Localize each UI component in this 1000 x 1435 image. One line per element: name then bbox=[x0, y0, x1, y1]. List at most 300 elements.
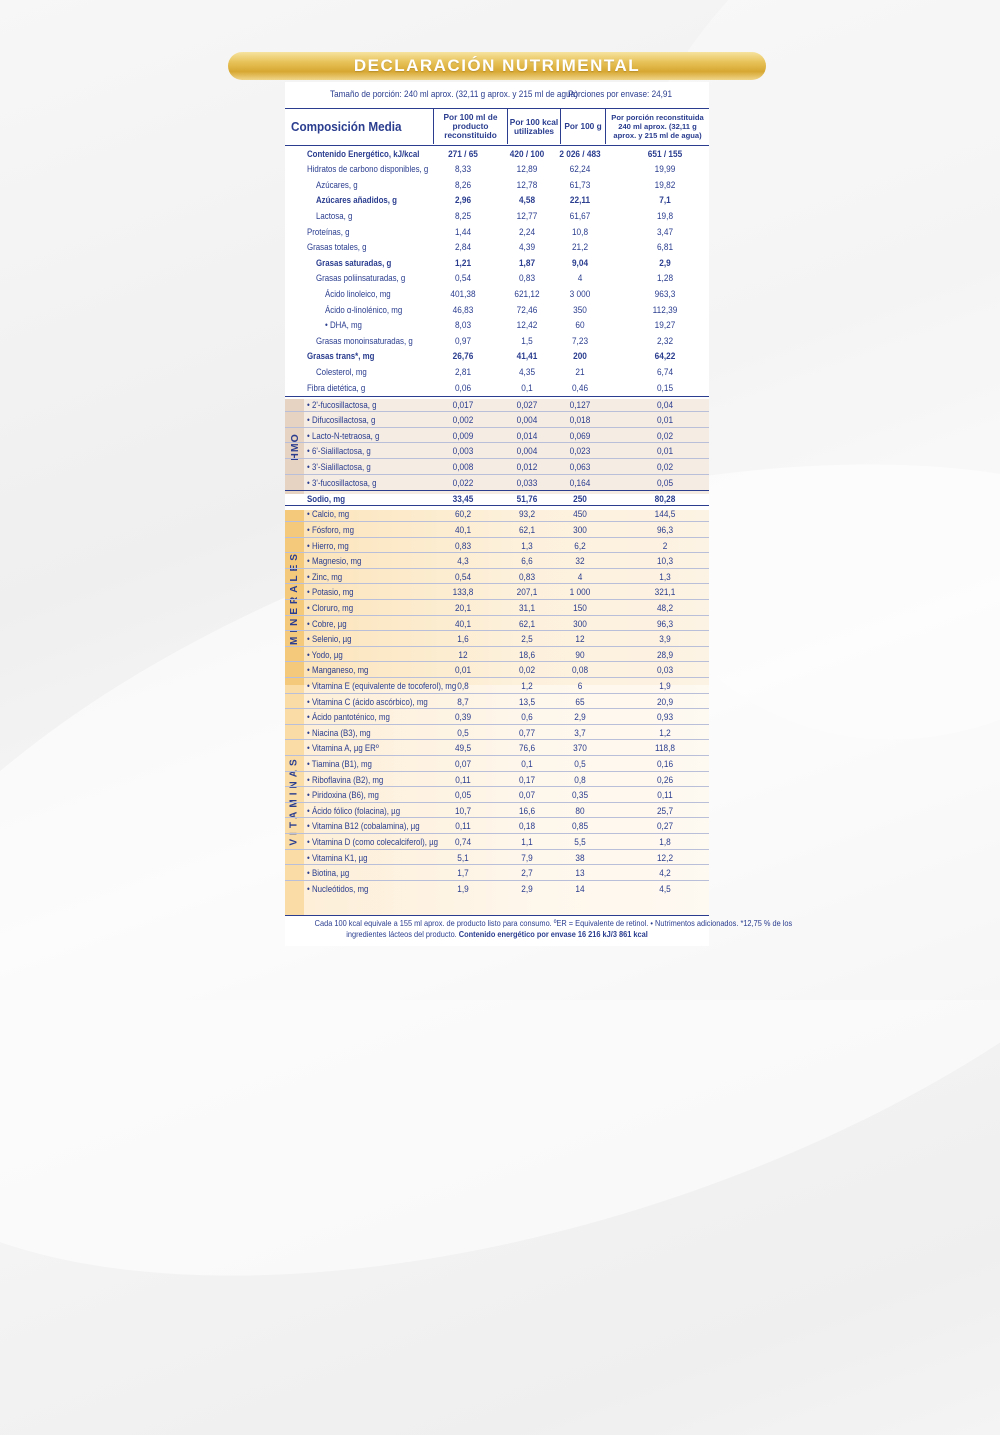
row-value-3: 12 bbox=[575, 633, 585, 645]
row-value-4: 112,39 bbox=[652, 303, 678, 315]
table-row bbox=[285, 411, 709, 428]
row-value-4: 0,05 bbox=[656, 476, 674, 488]
row-value-4: 0,16 bbox=[656, 757, 674, 769]
row-value-4: 80,28 bbox=[654, 492, 676, 504]
row-value-1: 46,83 bbox=[452, 303, 474, 315]
row-value-4: 0,04 bbox=[656, 398, 674, 410]
table-row bbox=[285, 849, 709, 866]
table-row bbox=[285, 364, 709, 380]
row-value-4: 144,5 bbox=[654, 508, 676, 520]
section-label-minerales: MINERALES bbox=[285, 510, 304, 685]
row-value-4: 19,27 bbox=[654, 319, 676, 331]
table-row bbox=[285, 396, 709, 412]
table-row bbox=[285, 615, 709, 632]
row-value-2: 72,46 bbox=[516, 303, 538, 315]
row-value-4: 10,3 bbox=[656, 555, 674, 567]
row-value-1: 8,25 bbox=[454, 209, 472, 221]
row-value-2: 2,9 bbox=[521, 882, 533, 894]
row-value-1: 133,8 bbox=[452, 586, 474, 598]
row-value-2: 1,5 bbox=[521, 334, 533, 346]
row-value-1: 0,97 bbox=[454, 334, 472, 346]
row-value-1: 0,11 bbox=[455, 773, 471, 785]
row-label: • Vitamina B12 (cobalamina), µg bbox=[307, 820, 420, 832]
header-col-100kcal: Por 100 kcal utilizables bbox=[507, 109, 560, 144]
row-value-3: 6 bbox=[577, 679, 583, 691]
row-value-3: 7,23 bbox=[571, 334, 589, 346]
row-value-3: 3,7 bbox=[574, 726, 586, 738]
row-value-1: 0,5 bbox=[457, 726, 469, 738]
row-value-4: 0,03 bbox=[656, 664, 674, 676]
row-value-2: 420 / 100 bbox=[509, 147, 545, 159]
table-row bbox=[285, 239, 709, 255]
row-value-2: 41,41 bbox=[516, 350, 538, 362]
row-value-3: 62,24 bbox=[569, 163, 591, 175]
table-row bbox=[285, 380, 709, 396]
row-value-4: 64,22 bbox=[654, 350, 676, 362]
row-value-1: 0,002 bbox=[452, 414, 474, 426]
row-value-3: 61,73 bbox=[569, 178, 591, 190]
row-value-4: 0,93 bbox=[656, 711, 674, 723]
row-label: Colesterol, mg bbox=[316, 365, 367, 377]
row-label: • 6'-Sialillactosa, g bbox=[307, 445, 371, 457]
row-value-1: 20,1 bbox=[454, 601, 472, 613]
row-value-4: 19,82 bbox=[654, 178, 676, 190]
row-label: • Vitamina C (ácido ascórbico), mg bbox=[307, 695, 428, 707]
row-value-3: 60 bbox=[575, 319, 585, 331]
row-label: • Vitamina E (equivalente de tocoferol), mg bbox=[307, 679, 457, 691]
row-label: • Difucosillactosa, g bbox=[307, 414, 376, 426]
row-value-1: 0,8 bbox=[457, 679, 469, 691]
table-header bbox=[285, 108, 709, 146]
row-value-3: 3 000 bbox=[569, 287, 591, 299]
row-label: • Biotina, µg bbox=[307, 867, 350, 879]
table-row bbox=[285, 568, 709, 585]
row-value-3: 13 bbox=[575, 867, 585, 879]
row-label: • 3'-fucosillactosa, g bbox=[307, 476, 377, 488]
row-label: • Riboflavina (B2), mg bbox=[307, 773, 384, 785]
table-row bbox=[285, 802, 709, 819]
row-value-2: 0,004 bbox=[516, 414, 538, 426]
header-col-100g: Por 100 g bbox=[560, 109, 605, 144]
row-value-2: 0,02 bbox=[518, 664, 536, 676]
row-value-1: 33,45 bbox=[452, 492, 474, 504]
row-value-3: 4 bbox=[577, 570, 583, 582]
row-label: • 3'-Sialillactosa, g bbox=[307, 461, 371, 472]
row-value-2: 0,027 bbox=[516, 398, 538, 410]
row-value-3: 250 bbox=[573, 492, 587, 504]
row-label: Lactosa, g bbox=[316, 209, 353, 221]
row-value-4: 20,9 bbox=[656, 695, 674, 707]
table-row bbox=[285, 583, 709, 600]
row-label: • 2'-fucosillactosa, g bbox=[307, 398, 377, 410]
row-label: • Tiamina (B1), mg bbox=[307, 757, 372, 769]
row-value-3: 14 bbox=[575, 882, 585, 894]
table-row bbox=[285, 552, 709, 569]
title-banner bbox=[228, 52, 766, 80]
row-value-2: 76,6 bbox=[518, 742, 536, 754]
row-value-1: 0,05 bbox=[454, 789, 472, 801]
row-label: • Cobre, µg bbox=[307, 617, 347, 629]
row-label: • Vitamina D (como colecalciferol), µg bbox=[307, 835, 439, 847]
row-value-4: 2,9 bbox=[659, 256, 671, 268]
row-value-1: 8,33 bbox=[454, 163, 472, 175]
row-value-2: 2,24 bbox=[518, 225, 536, 237]
row-label: Contenido Energético, kJ/kcal bbox=[307, 147, 420, 159]
row-value-1: 0,54 bbox=[454, 272, 472, 284]
row-value-1: 2,81 bbox=[454, 365, 472, 377]
row-label: • Vitamina A, µg ERº bbox=[307, 742, 379, 754]
row-value-1: 2,96 bbox=[454, 194, 472, 206]
row-value-1: 1,21 bbox=[454, 256, 472, 268]
table-row bbox=[285, 474, 709, 491]
row-value-1: 0,009 bbox=[452, 429, 474, 441]
row-value-2: 0,1 bbox=[521, 381, 533, 393]
table-row bbox=[285, 771, 709, 788]
row-value-4: 4,2 bbox=[659, 867, 671, 879]
row-value-3: 61,67 bbox=[569, 209, 591, 221]
row-value-3: 2 026 / 483 bbox=[559, 147, 601, 159]
row-value-2: 12,78 bbox=[516, 178, 538, 190]
row-label: • Potasio, mg bbox=[307, 586, 354, 598]
row-value-2: 7,9 bbox=[521, 851, 533, 863]
row-value-3: 300 bbox=[573, 523, 587, 535]
table-row bbox=[285, 192, 709, 208]
row-label: Grasas saturadas, g bbox=[316, 256, 392, 268]
row-value-3: 0,164 bbox=[569, 476, 591, 488]
table-row bbox=[285, 661, 709, 678]
table-row bbox=[285, 317, 709, 333]
row-value-4: 12,2 bbox=[656, 851, 674, 863]
row-value-2: 0,18 bbox=[518, 820, 536, 832]
row-label: • DHA, mg bbox=[325, 319, 362, 331]
section-label-hmo: HMO bbox=[285, 399, 304, 494]
row-value-4: 1,8 bbox=[659, 835, 671, 847]
row-label: • Cloruro, mg bbox=[307, 601, 354, 613]
servings-per-package: Porciones por envase: 24,91 bbox=[568, 89, 673, 100]
row-value-3: 22,11 bbox=[569, 194, 591, 206]
row-value-3: 10,8 bbox=[571, 225, 589, 237]
table-row bbox=[285, 786, 709, 803]
row-value-3: 0,5 bbox=[574, 757, 586, 769]
row-value-4: 7,1 bbox=[659, 194, 671, 206]
row-label: • Selenio, µg bbox=[307, 633, 352, 645]
row-value-1: 0,39 bbox=[454, 711, 472, 723]
row-value-1: 1,7 bbox=[457, 867, 469, 879]
row-value-1: 40,1 bbox=[454, 617, 472, 629]
table-row bbox=[285, 864, 709, 881]
table-row bbox=[285, 599, 709, 616]
row-value-3: 200 bbox=[573, 350, 587, 362]
row-value-2: 1,1 bbox=[521, 835, 533, 847]
row-value-3: 65 bbox=[575, 695, 585, 707]
row-label: • Ácido pantoténico, mg bbox=[307, 711, 390, 723]
row-label: Hidratos de carbono disponibles, g bbox=[307, 163, 429, 175]
row-value-1: 1,9 bbox=[457, 882, 469, 894]
row-value-2: 1,2 bbox=[521, 679, 533, 691]
row-value-3: 5,5 bbox=[574, 835, 586, 847]
row-value-1: 12 bbox=[458, 648, 468, 660]
row-value-2: 2,5 bbox=[521, 633, 533, 645]
table-row bbox=[285, 255, 709, 271]
row-value-4: 118,8 bbox=[654, 742, 676, 754]
row-value-4: 0,01 bbox=[656, 445, 674, 457]
row-value-4: 1,28 bbox=[656, 272, 674, 284]
table-row bbox=[285, 708, 709, 725]
row-value-4: 28,9 bbox=[656, 648, 674, 660]
row-value-2: 93,2 bbox=[518, 508, 536, 520]
row-value-4: 19,99 bbox=[654, 163, 676, 175]
row-value-1: 0,01 bbox=[454, 664, 472, 676]
row-value-3: 0,46 bbox=[571, 381, 589, 393]
row-value-3: 38 bbox=[575, 851, 585, 863]
row-value-3: 0,08 bbox=[571, 664, 589, 676]
row-value-4: 0,11 bbox=[657, 789, 673, 801]
table-row bbox=[285, 490, 709, 506]
row-value-3: 80 bbox=[575, 804, 585, 816]
row-value-4: 0,02 bbox=[656, 461, 674, 472]
row-value-1: 0,008 bbox=[452, 461, 474, 472]
row-value-2: 6,6 bbox=[521, 555, 533, 567]
row-value-2: 12,77 bbox=[516, 209, 538, 221]
row-value-2: 0,17 bbox=[518, 773, 536, 785]
row-value-2: 62,1 bbox=[518, 617, 536, 629]
row-value-1: 0,11 bbox=[455, 820, 471, 832]
table-row bbox=[285, 224, 709, 240]
row-value-1: 0,83 bbox=[454, 539, 472, 551]
table-row bbox=[285, 880, 709, 897]
row-label: Ácido α-linolénico, mg bbox=[325, 303, 403, 315]
row-label: • Manganeso, mg bbox=[307, 664, 369, 676]
row-value-4: 963,3 bbox=[654, 287, 676, 299]
row-value-4: 0,01 bbox=[656, 414, 674, 426]
row-label: • Fósforo, mg bbox=[307, 523, 354, 535]
header-col-portion: Por porción reconstituida 240 ml aprox. (32,11 g aprox. y 215 ml de agua) bbox=[605, 109, 709, 144]
row-value-1: 1,44 bbox=[454, 225, 472, 237]
table-row bbox=[285, 302, 709, 318]
table-row bbox=[285, 693, 709, 710]
row-value-3: 0,85 bbox=[571, 820, 589, 832]
row-label: Fibra dietética, g bbox=[307, 381, 366, 393]
row-value-2: 0,83 bbox=[518, 272, 536, 284]
row-value-2: 62,1 bbox=[518, 523, 536, 535]
row-value-1: 8,03 bbox=[454, 319, 472, 331]
table-row bbox=[285, 833, 709, 850]
row-value-1: 0,022 bbox=[452, 476, 474, 488]
row-value-4: 48,2 bbox=[656, 601, 674, 613]
row-value-2: 4,35 bbox=[518, 365, 536, 377]
row-value-2: 0,77 bbox=[518, 726, 536, 738]
row-value-2: 4,58 bbox=[518, 194, 536, 206]
row-value-4: 4,5 bbox=[659, 882, 671, 894]
row-value-2: 16,6 bbox=[518, 804, 536, 816]
row-value-2: 1,3 bbox=[521, 539, 533, 551]
row-value-3: 6,2 bbox=[574, 539, 586, 551]
row-label: • Lacto-N-tetraosa, g bbox=[307, 429, 380, 441]
row-value-3: 0,023 bbox=[569, 445, 591, 457]
row-value-3: 4 bbox=[577, 272, 583, 284]
row-value-4: 1,9 bbox=[659, 679, 671, 691]
row-value-2: 0,1 bbox=[521, 757, 533, 769]
table-row bbox=[285, 333, 709, 349]
header-col-100ml: Por 100 ml de producto reconstituido bbox=[433, 109, 507, 144]
row-label: Grasas trans*, mg bbox=[307, 350, 375, 362]
table-row bbox=[285, 286, 709, 302]
footnote-line2: ingredientes lácteos del producto. Contenido energético por envase 16 216 kJ/3 861 kcal bbox=[346, 929, 648, 939]
page-title: DECLARACIÓN NUTRIMENTAL bbox=[353, 56, 641, 75]
row-value-2: 0,033 bbox=[516, 476, 538, 488]
table-row bbox=[285, 630, 709, 647]
row-label: • Hierro, mg bbox=[307, 539, 349, 551]
row-value-4: 3,9 bbox=[659, 633, 671, 645]
table-row bbox=[285, 427, 709, 444]
row-value-2: 12,42 bbox=[516, 319, 538, 331]
table-row bbox=[285, 646, 709, 663]
row-value-4: 0,27 bbox=[656, 820, 674, 832]
row-value-3: 90 bbox=[575, 648, 585, 660]
row-value-1: 1,6 bbox=[457, 633, 469, 645]
row-value-3: 370 bbox=[573, 742, 587, 754]
row-value-2: 13,5 bbox=[518, 695, 536, 707]
row-value-4: 6,74 bbox=[656, 365, 674, 377]
row-label: • Piridoxina (B6), mg bbox=[307, 789, 379, 801]
row-value-1: 271 / 65 bbox=[448, 147, 478, 159]
row-value-1: 26,76 bbox=[452, 350, 474, 362]
row-label: • Ácido fólico (folacina), µg bbox=[307, 804, 401, 816]
row-label: • Magnesio, mg bbox=[307, 555, 362, 567]
table-row bbox=[285, 270, 709, 286]
row-value-4: 6,81 bbox=[656, 241, 674, 253]
row-value-3: 9,04 bbox=[571, 256, 589, 268]
footnote-line1: Cada 100 kcal equivale a 155 ml aprox. de producto listo para consumo. ºER = Equivalente de retinol. • Nutrimentos adicionados. *12,75 % de los bbox=[314, 918, 793, 928]
row-value-2: 51,76 bbox=[516, 492, 538, 504]
row-value-3: 21 bbox=[575, 365, 585, 377]
row-value-4: 96,3 bbox=[656, 523, 674, 535]
row-value-3: 0,063 bbox=[569, 461, 591, 472]
row-value-2: 621,12 bbox=[514, 287, 540, 299]
row-value-1: 0,017 bbox=[452, 398, 474, 410]
row-value-2: 1,87 bbox=[518, 256, 536, 268]
table-row bbox=[285, 817, 709, 834]
table-row bbox=[285, 161, 709, 177]
row-value-1: 0,003 bbox=[452, 445, 474, 457]
row-value-4: 0,02 bbox=[656, 429, 674, 441]
row-value-3: 350 bbox=[573, 303, 587, 315]
row-value-2: 0,6 bbox=[521, 711, 533, 723]
table-row bbox=[285, 458, 709, 475]
row-value-3: 32 bbox=[575, 555, 585, 567]
row-value-1: 0,06 bbox=[454, 381, 472, 393]
table-row bbox=[285, 755, 709, 772]
row-label: • Nucleótidos, mg bbox=[307, 882, 369, 894]
row-value-2: 31,1 bbox=[518, 601, 536, 613]
row-value-2: 18,6 bbox=[518, 648, 536, 660]
row-value-3: 300 bbox=[573, 617, 587, 629]
row-value-1: 8,7 bbox=[457, 695, 469, 707]
table-row bbox=[285, 442, 709, 459]
row-value-4: 651 / 155 bbox=[647, 147, 683, 159]
row-value-4: 1,2 bbox=[659, 726, 671, 738]
section-label-vitaminas: VITAMINAS bbox=[285, 685, 304, 915]
row-value-1: 0,07 bbox=[454, 757, 472, 769]
row-value-1: 8,26 bbox=[454, 178, 472, 190]
row-label: • Zinc, mg bbox=[307, 570, 343, 582]
table-row bbox=[285, 348, 709, 364]
row-label: Proteínas, g bbox=[307, 225, 350, 237]
row-label: Azúcares añadidos, g bbox=[316, 194, 397, 206]
row-value-1: 0,74 bbox=[454, 835, 472, 847]
row-value-1: 4,3 bbox=[457, 555, 469, 567]
row-label: Azúcares, g bbox=[316, 178, 358, 190]
table-row bbox=[285, 177, 709, 193]
row-value-4: 2,32 bbox=[656, 334, 674, 346]
row-value-1: 49,5 bbox=[454, 742, 472, 754]
row-label: Grasas monoinsaturadas, g bbox=[316, 334, 413, 346]
header-title: Composición Media bbox=[291, 119, 402, 134]
row-value-4: 321,1 bbox=[654, 586, 676, 598]
row-value-3: 0,018 bbox=[569, 414, 591, 426]
row-value-4: 0,26 bbox=[656, 773, 674, 785]
row-value-4: 25,7 bbox=[656, 804, 674, 816]
row-value-1: 60,2 bbox=[454, 508, 472, 520]
row-value-4: 19,8 bbox=[656, 209, 674, 221]
row-value-2: 207,1 bbox=[516, 586, 538, 598]
row-value-2: 2,7 bbox=[521, 867, 533, 879]
row-value-2: 0,004 bbox=[516, 445, 538, 457]
row-value-1: 401,38 bbox=[450, 287, 476, 299]
table-row bbox=[285, 677, 709, 694]
table-row bbox=[285, 505, 709, 521]
row-value-2: 4,39 bbox=[518, 241, 536, 253]
row-value-4: 0,15 bbox=[656, 381, 674, 393]
row-value-3: 2,9 bbox=[574, 711, 586, 723]
row-value-2: 0,07 bbox=[518, 789, 536, 801]
row-value-1: 0,54 bbox=[454, 570, 472, 582]
row-value-1: 2,84 bbox=[454, 241, 472, 253]
table-row bbox=[285, 739, 709, 756]
row-value-3: 1 000 bbox=[569, 586, 591, 598]
row-value-1: 10,7 bbox=[454, 804, 472, 816]
table-row bbox=[285, 724, 709, 741]
row-value-4: 3,47 bbox=[656, 225, 674, 237]
row-value-4: 96,3 bbox=[656, 617, 674, 629]
row-value-3: 21,2 bbox=[571, 241, 589, 253]
row-label: Grasas poliinsaturadas, g bbox=[316, 272, 406, 284]
row-value-4: 1,3 bbox=[659, 570, 671, 582]
row-label: • Vitamina K1, µg bbox=[307, 851, 368, 863]
row-value-2: 0,83 bbox=[518, 570, 536, 582]
row-value-2: 0,014 bbox=[516, 429, 538, 441]
row-value-2: 12,89 bbox=[516, 163, 538, 175]
row-value-3: 0,127 bbox=[569, 398, 591, 410]
table-row bbox=[285, 521, 709, 538]
row-value-3: 150 bbox=[573, 601, 587, 613]
row-label: Sodio, mg bbox=[307, 492, 346, 504]
row-value-1: 5,1 bbox=[457, 851, 469, 863]
table-row bbox=[285, 146, 709, 162]
row-value-3: 0,8 bbox=[574, 773, 586, 785]
row-value-1: 40,1 bbox=[454, 523, 472, 535]
serving-size: Tamaño de porción: 240 ml aprox. (32,11 g aprox. y 215 ml de agua) bbox=[330, 89, 578, 100]
row-value-3: 0,069 bbox=[569, 429, 591, 441]
table-row bbox=[285, 208, 709, 224]
row-value-4: 2 bbox=[662, 539, 668, 551]
row-label: • Niacina (B3), mg bbox=[307, 726, 371, 738]
row-label: • Yodo, µg bbox=[307, 648, 343, 660]
row-label: • Calcio, mg bbox=[307, 508, 350, 520]
row-value-3: 450 bbox=[573, 508, 587, 520]
row-value-3: 0,35 bbox=[571, 789, 589, 801]
footnote bbox=[285, 915, 793, 946]
